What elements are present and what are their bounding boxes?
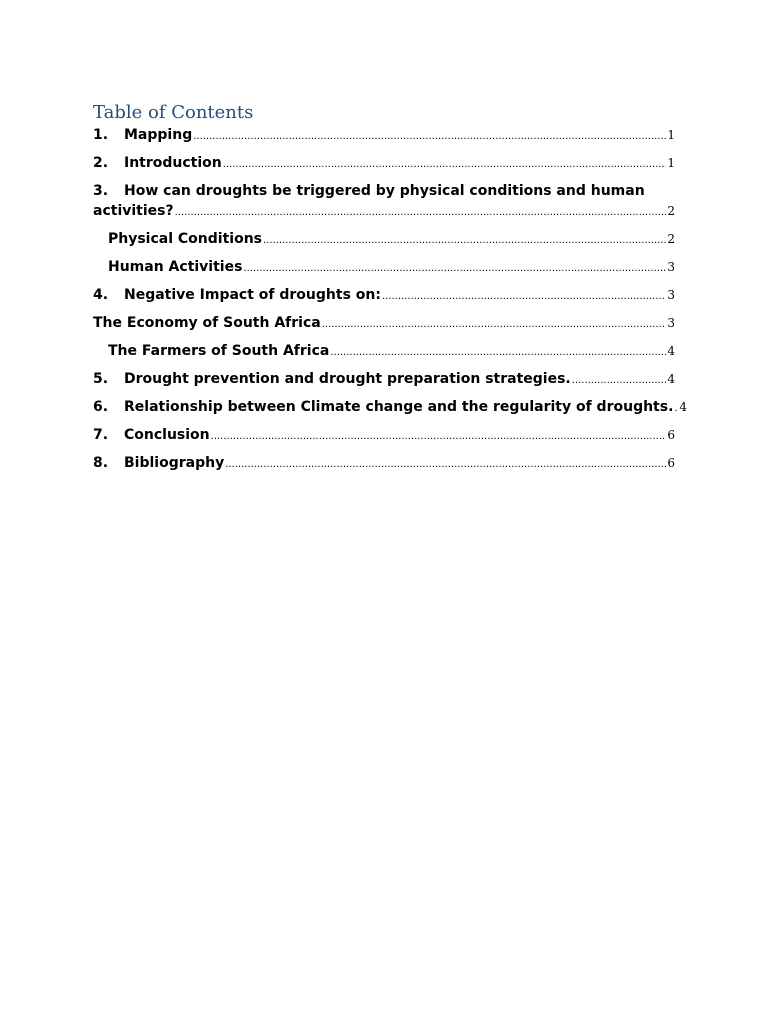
toc-entry-farmers-south-africa[interactable]	[93, 343, 675, 361]
toc-entry-number: 8.	[93, 455, 109, 471]
toc-entry-introduction[interactable]	[93, 155, 675, 173]
toc-leader-dots	[243, 260, 666, 277]
toc-entry-text: Negative Impact of droughts on:	[124, 287, 381, 303]
toc-entry-page: 2	[667, 204, 675, 218]
toc-leader-dots	[175, 204, 667, 221]
toc-entry-page: 6	[667, 428, 675, 442]
toc-leader-dots	[263, 232, 666, 249]
toc-entry-page: 3	[667, 288, 675, 302]
toc-entry-conclusion[interactable]	[93, 427, 675, 445]
toc-entry-number: 1.	[93, 127, 109, 143]
toc-entry-text: Human Activities	[108, 259, 243, 275]
toc-entry-number: 7.	[93, 427, 109, 443]
toc-leader-dots	[223, 156, 667, 173]
toc-entry-number: 4.	[93, 287, 109, 303]
toc-entry-text-continued: activities?	[93, 203, 174, 219]
toc-entry-page: 3	[667, 260, 675, 274]
toc-entry-page: 6	[667, 456, 675, 470]
toc-entry-text: The Farmers of South Africa	[108, 343, 330, 359]
toc-entry-bibliography[interactable]	[93, 455, 675, 473]
toc-leader-dots	[572, 372, 667, 389]
toc-entry-text: Physical Conditions	[108, 231, 262, 247]
toc-entry-number: 5.	[93, 371, 109, 387]
toc-entry-number: 3.	[93, 183, 109, 199]
toc-entry-text: Introduction	[124, 155, 222, 171]
toc-entry-number: 6.	[93, 399, 109, 415]
toc-leader-dots	[674, 400, 678, 417]
toc-entry-text: Conclusion	[124, 427, 210, 443]
toc-title: Table of Contents	[93, 102, 254, 123]
toc-entry-page: 1	[667, 128, 675, 142]
toc-entry-page: 4	[679, 400, 688, 414]
toc-entry-text: The Economy of South Africa	[93, 315, 321, 331]
toc-entry-number: 2.	[93, 155, 109, 171]
toc-entry-text: Bibliography	[124, 455, 225, 471]
toc-entry-human-activities[interactable]	[93, 259, 675, 277]
toc-entry-page: 1	[667, 156, 675, 170]
toc-entry-page: 4	[667, 344, 675, 358]
toc-entry-page: 3	[667, 316, 675, 330]
toc-entry-page: 2	[667, 232, 675, 246]
toc-entry-droughts-triggered[interactable]	[93, 183, 675, 221]
document-page	[93, 100, 688, 483]
toc-entry-text: Mapping	[124, 127, 193, 143]
toc-entry-page: 4	[667, 372, 675, 386]
toc-entry-climate-change[interactable]	[93, 399, 688, 417]
toc-leader-dots	[211, 428, 667, 445]
toc-leader-dots	[193, 128, 666, 145]
toc-leader-dots	[225, 456, 666, 473]
toc-leader-dots	[330, 344, 666, 361]
toc-entry-text: How can droughts be triggered by physical conditions and human	[124, 183, 645, 199]
toc-entry-drought-prevention[interactable]	[93, 371, 675, 389]
toc-entry-text: Relationship between Climate change and the regularity of droughts.	[124, 399, 674, 415]
toc-entry-negative-impact[interactable]	[93, 287, 675, 305]
toc-leader-dots	[322, 316, 667, 333]
toc-leader-dots	[382, 288, 666, 305]
toc-entry-physical-conditions[interactable]	[93, 231, 675, 249]
toc-entry-mapping[interactable]	[93, 127, 675, 145]
toc-entry-text: Drought prevention and drought preparation strategies.	[124, 371, 571, 387]
toc-entry-economy-south-africa[interactable]	[93, 315, 675, 333]
